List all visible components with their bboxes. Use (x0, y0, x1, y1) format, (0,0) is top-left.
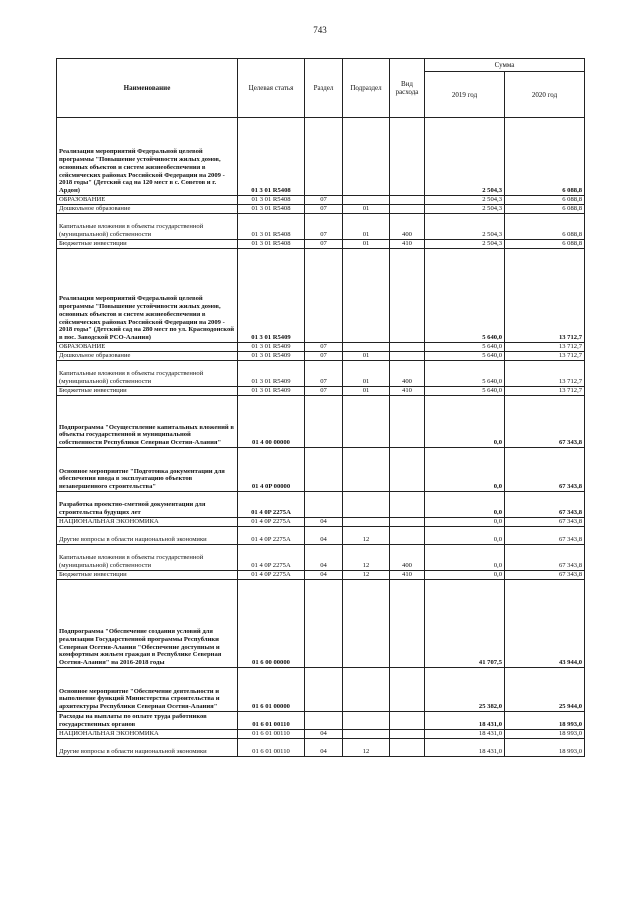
row-expense-type-cell: 410 (390, 387, 425, 396)
row-target-cell: 01 3 01 R5408 (238, 205, 305, 214)
row-subsection-cell: 12 (343, 545, 390, 571)
table-row (57, 343, 585, 352)
header-subsection: Подраздел (343, 59, 390, 118)
table-row (57, 668, 585, 712)
row-subsection-cell: 12 (343, 739, 390, 757)
row-sum-2020-cell: 6 088,8 (505, 205, 585, 214)
header-expense-type: Вид расхода (390, 59, 425, 118)
row-expense-type-cell: 410 (390, 571, 425, 580)
row-target-cell: 01 3 01 R5409 (238, 361, 305, 387)
row-expense-type-cell (390, 352, 425, 361)
row-expense-type-cell (390, 518, 425, 527)
row-sum-2019-cell: 2 504,3 (425, 240, 505, 249)
row-sum-2019-cell: 25 382,0 (425, 668, 505, 712)
table-row (57, 361, 585, 387)
row-sum-2020-cell: 67 343,8 (505, 518, 585, 527)
row-target-cell: 01 4 0P 00000 (238, 448, 305, 492)
row-subsection-cell (343, 343, 390, 352)
row-section-cell (305, 712, 343, 730)
row-name-cell: Капитальные вложения в объекты государственной (муниципальной) собственности (57, 545, 238, 571)
row-sum-2019-cell: 0,0 (425, 396, 505, 448)
row-target-cell: 01 3 01 R5408 (238, 240, 305, 249)
row-section-cell: 07 (305, 240, 343, 249)
row-sum-2019-cell: 0,0 (425, 571, 505, 580)
row-section-cell: 07 (305, 196, 343, 205)
row-name-cell: ОБРАЗОВАНИЕ (57, 343, 238, 352)
row-expense-type-cell (390, 343, 425, 352)
header-name: Наименование (57, 59, 238, 118)
row-name-cell: Разработка проектно-сметной документации для строительства будущих лет (57, 492, 238, 518)
row-sum-2020-cell: 6 088,8 (505, 214, 585, 240)
row-section-cell: 04 (305, 527, 343, 545)
row-sum-2020-cell: 13 712,7 (505, 387, 585, 396)
row-sum-2019-cell: 18 431,0 (425, 712, 505, 730)
row-expense-type-cell (390, 739, 425, 757)
row-target-cell: 01 4 0P 2275A (238, 527, 305, 545)
table-row (57, 492, 585, 518)
row-sum-2020-cell: 43 944,0 (505, 580, 585, 668)
row-target-cell: 01 3 01 R5408 (238, 196, 305, 205)
row-subsection-cell: 01 (343, 240, 390, 249)
row-target-cell: 01 4 0P 2275A (238, 518, 305, 527)
page-number: 743 (313, 25, 327, 35)
row-section-cell: 07 (305, 205, 343, 214)
row-name-cell: Подпрограмма "Обеспечение создания условий для реализации Государственной программы Республики Северная Осетия-Алания "Обеспечение доступным и комфортным жильем граждан в Республике Северная Осетия-Алания" на 2016-2018 годы (57, 580, 238, 668)
table-header (57, 59, 585, 118)
row-section-cell: 07 (305, 214, 343, 240)
table-row (57, 712, 585, 730)
row-expense-type-cell (390, 396, 425, 448)
row-name-cell: Бюджетные инвестиции (57, 571, 238, 580)
row-sum-2019-cell: 0,0 (425, 492, 505, 518)
row-target-cell: 01 6 01 00110 (238, 730, 305, 739)
table-row (57, 730, 585, 739)
row-sum-2019-cell: 5 640,0 (425, 352, 505, 361)
row-name-cell: Бюджетные инвестиции (57, 240, 238, 249)
row-subsection-cell (343, 118, 390, 196)
row-sum-2019-cell: 0,0 (425, 527, 505, 545)
row-sum-2019-cell: 2 504,3 (425, 118, 505, 196)
row-sum-2019-cell: 5 640,0 (425, 361, 505, 387)
row-sum-2019-cell: 2 504,3 (425, 205, 505, 214)
row-section-cell: 07 (305, 361, 343, 387)
row-subsection-cell (343, 448, 390, 492)
row-sum-2019-cell: 18 431,0 (425, 730, 505, 739)
row-section-cell: 04 (305, 571, 343, 580)
table-row (57, 571, 585, 580)
row-sum-2020-cell: 18 993,0 (505, 712, 585, 730)
row-sum-2020-cell: 67 343,8 (505, 545, 585, 571)
row-name-cell: Другие вопросы в области национальной экономики (57, 739, 238, 757)
row-sum-2020-cell: 6 088,8 (505, 118, 585, 196)
row-sum-2020-cell: 67 343,8 (505, 448, 585, 492)
row-expense-type-cell (390, 448, 425, 492)
row-name-cell: Бюджетные инвестиции (57, 387, 238, 396)
row-subsection-cell (343, 396, 390, 448)
table-row (57, 196, 585, 205)
row-sum-2019-cell: 5 640,0 (425, 249, 505, 343)
row-sum-2020-cell: 6 088,8 (505, 196, 585, 205)
row-subsection-cell (343, 580, 390, 668)
table-row (57, 249, 585, 343)
row-target-cell: 01 3 01 R5409 (238, 387, 305, 396)
row-section-cell: 04 (305, 739, 343, 757)
row-expense-type-cell (390, 712, 425, 730)
row-target-cell: 01 3 01 R5408 (238, 118, 305, 196)
table-row (57, 118, 585, 196)
row-sum-2020-cell: 67 343,8 (505, 527, 585, 545)
row-expense-type-cell (390, 492, 425, 518)
table-row (57, 739, 585, 757)
row-sum-2020-cell: 67 343,8 (505, 492, 585, 518)
row-subsection-cell: 01 (343, 361, 390, 387)
row-expense-type-cell: 400 (390, 545, 425, 571)
row-sum-2020-cell: 13 712,7 (505, 343, 585, 352)
header-section: Раздел (305, 59, 343, 118)
row-sum-2019-cell: 2 504,3 (425, 214, 505, 240)
row-target-cell: 01 4 0P 2275A (238, 492, 305, 518)
table-row (57, 387, 585, 396)
row-target-cell: 01 3 01 R5409 (238, 352, 305, 361)
row-expense-type-cell (390, 580, 425, 668)
row-expense-type-cell (390, 196, 425, 205)
row-subsection-cell: 01 (343, 214, 390, 240)
header-2019: 2019 год (425, 72, 505, 118)
header-sum: Сумма (425, 59, 585, 72)
row-expense-type-cell: 400 (390, 361, 425, 387)
row-expense-type-cell (390, 249, 425, 343)
row-target-cell: 01 3 01 R5409 (238, 249, 305, 343)
row-sum-2020-cell: 67 343,8 (505, 571, 585, 580)
row-subsection-cell (343, 249, 390, 343)
row-section-cell: 04 (305, 545, 343, 571)
header-2020: 2020 год (505, 72, 585, 118)
row-target-cell: 01 6 01 00110 (238, 739, 305, 757)
table-row (57, 580, 585, 668)
row-target-cell: 01 3 01 R5408 (238, 214, 305, 240)
row-sum-2019-cell: 0,0 (425, 448, 505, 492)
row-subsection-cell: 01 (343, 387, 390, 396)
row-expense-type-cell: 410 (390, 240, 425, 249)
row-sum-2020-cell: 6 088,8 (505, 240, 585, 249)
row-sum-2020-cell: 67 343,8 (505, 396, 585, 448)
row-name-cell: Капитальные вложения в объекты государственной (муниципальной) собственности (57, 361, 238, 387)
row-section-cell (305, 249, 343, 343)
row-subsection-cell (343, 518, 390, 527)
row-name-cell: Дошкольное образование (57, 205, 238, 214)
row-section-cell (305, 668, 343, 712)
row-section-cell: 04 (305, 730, 343, 739)
budget-table (56, 58, 585, 757)
row-sum-2020-cell: 25 944,0 (505, 668, 585, 712)
row-section-cell: 04 (305, 518, 343, 527)
row-target-cell: 01 3 01 R5409 (238, 343, 305, 352)
row-name-cell: Реализация мероприятий Федеральной целевой программы "Повышение устойчивости жилых домов, основных объектов и систем жизнеобеспечения в сейсмических районах Российской Федерации на 2009 - 2018 годы" (Детский сад на 120 мест в с. Советов и г. Ардон) (57, 118, 238, 196)
row-sum-2019-cell: 2 504,3 (425, 196, 505, 205)
row-subsection-cell (343, 730, 390, 739)
row-subsection-cell: 01 (343, 352, 390, 361)
row-subsection-cell: 01 (343, 205, 390, 214)
row-name-cell: Другие вопросы в области национальной экономики (57, 527, 238, 545)
row-expense-type-cell (390, 118, 425, 196)
row-subsection-cell: 12 (343, 571, 390, 580)
row-section-cell (305, 118, 343, 196)
table-row (57, 545, 585, 571)
row-name-cell: Дошкольное образование (57, 352, 238, 361)
table-row (57, 396, 585, 448)
row-target-cell: 01 4 0P 2275A (238, 571, 305, 580)
row-target-cell: 01 6 01 00000 (238, 668, 305, 712)
row-name-cell: НАЦИОНАЛЬНАЯ ЭКОНОМИКА (57, 518, 238, 527)
row-sum-2020-cell: 18 993,0 (505, 730, 585, 739)
row-subsection-cell (343, 712, 390, 730)
row-section-cell (305, 580, 343, 668)
row-name-cell: НАЦИОНАЛЬНАЯ ЭКОНОМИКА (57, 730, 238, 739)
row-target-cell: 01 4 0P 2275A (238, 545, 305, 571)
row-sum-2020-cell: 13 712,7 (505, 249, 585, 343)
row-section-cell (305, 492, 343, 518)
table-body (57, 118, 585, 757)
table-row (57, 518, 585, 527)
row-subsection-cell: 12 (343, 527, 390, 545)
row-sum-2019-cell: 41 707,5 (425, 580, 505, 668)
table-row (57, 240, 585, 249)
row-expense-type-cell (390, 527, 425, 545)
row-sum-2019-cell: 18 431,0 (425, 739, 505, 757)
row-name-cell: Подпрограмма "Осуществление капитальных вложений в объекты государственной и муниципальной собственности Республики Северная Осетия-Алания" (57, 396, 238, 448)
row-name-cell: Основное мероприятие "Подготовка документации для обеспечения ввода в эксплуатацию объектов незавершенного строительства" (57, 448, 238, 492)
row-name-cell: Расходы на выплаты по оплате труда работников государственных органов (57, 712, 238, 730)
table-row (57, 205, 585, 214)
table-row (57, 448, 585, 492)
row-name-cell: Реализация мероприятий Федеральной целевой программы "Повышение устойчивости жилых домов, основных объектов и систем жизнеобеспечения в сейсмических районах Российской Федерации на 2009 - 2018 годы" (Детский сад на 280 мест по ул. Краснодонской в пос. Заводской РСО-Алания) (57, 249, 238, 343)
header-target: Целевая статья (238, 59, 305, 118)
row-sum-2019-cell: 5 640,0 (425, 387, 505, 396)
row-sum-2019-cell: 0,0 (425, 518, 505, 527)
row-sum-2020-cell: 13 712,7 (505, 361, 585, 387)
row-section-cell: 07 (305, 352, 343, 361)
row-expense-type-cell (390, 668, 425, 712)
table-row (57, 352, 585, 361)
table-row (57, 527, 585, 545)
row-subsection-cell (343, 492, 390, 518)
row-subsection-cell (343, 196, 390, 205)
row-sum-2020-cell: 13 712,7 (505, 352, 585, 361)
row-expense-type-cell (390, 205, 425, 214)
row-section-cell: 07 (305, 343, 343, 352)
row-name-cell: ОБРАЗОВАНИЕ (57, 196, 238, 205)
row-expense-type-cell: 400 (390, 214, 425, 240)
row-expense-type-cell (390, 730, 425, 739)
row-section-cell: 07 (305, 387, 343, 396)
row-sum-2020-cell: 18 993,0 (505, 739, 585, 757)
row-sum-2019-cell: 0,0 (425, 545, 505, 571)
row-section-cell (305, 448, 343, 492)
row-target-cell: 01 6 01 00110 (238, 712, 305, 730)
row-target-cell: 01 6 00 00000 (238, 580, 305, 668)
row-section-cell (305, 396, 343, 448)
row-target-cell: 01 4 00 00000 (238, 396, 305, 448)
row-name-cell: Капитальные вложения в объекты государственной (муниципальной) собственности (57, 214, 238, 240)
row-name-cell: Основное мероприятие "Обеспечение деятельности и выполнение функций Министерства строительства и архитектуры Республики Северная Осетия-Алания" (57, 668, 238, 712)
row-subsection-cell (343, 668, 390, 712)
row-sum-2019-cell: 5 640,0 (425, 343, 505, 352)
table-row (57, 214, 585, 240)
